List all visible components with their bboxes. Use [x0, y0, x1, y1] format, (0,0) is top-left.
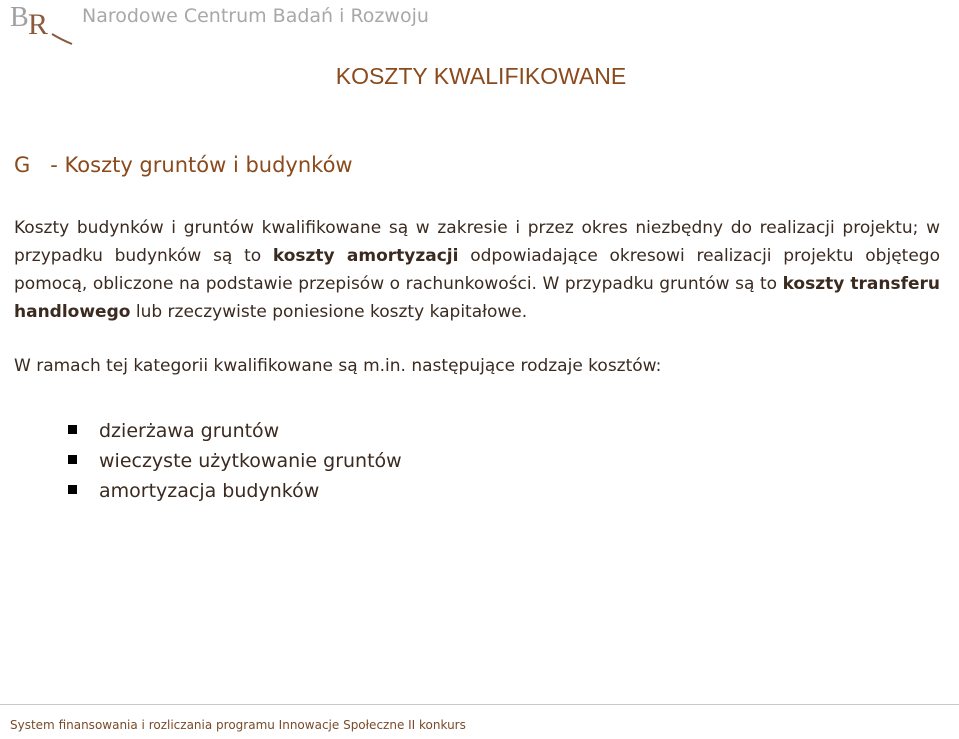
paragraph-bold-2: koszty transferu handlowego: [14, 274, 940, 322]
footer-divider: [0, 704, 959, 705]
list-item-label: wieczyste użytkowanie gruntów: [99, 450, 402, 472]
paragraph-text-1: Koszty budynków i gruntów kwalifikowane są w zakresie i przez okres niezbędny do realizacji projektu; w przypadku budynków są to: [14, 218, 940, 266]
logo-swash: [52, 34, 72, 44]
footer-text: System finansowania i rozliczania programu Innowacje Społeczne II konkurs: [10, 718, 466, 732]
square-bullet-icon: [68, 485, 77, 494]
square-bullet-icon: [68, 425, 77, 434]
description-paragraph: [14, 214, 940, 326]
paragraph-text-3: lub rzeczywiste poniesione koszty kapitałowe.: [130, 302, 528, 322]
header: [0, 0, 959, 50]
list-item: [68, 476, 402, 506]
ncbr-logo: [8, 0, 74, 46]
slide-title: KOSZTY KWALIFIKOWANE: [335, 63, 627, 89]
list-item-label: amortyzacja budynków: [99, 480, 320, 502]
logo-letter-r: R: [28, 8, 49, 41]
org-name: Narodowe Centrum Badań i Rozwoju: [82, 5, 429, 27]
logo-letter-b: B: [10, 2, 29, 33]
list-item: [68, 446, 402, 476]
intro-line: W ramach tej kategorii kwalifikowane są m.in. następujące rodzaje kosztów:: [14, 356, 662, 376]
section-heading: G - Koszty gruntów i budynków: [14, 153, 353, 177]
list-item: [68, 416, 402, 446]
cost-list: [68, 416, 402, 506]
list-item-label: dzierżawa gruntów: [99, 420, 280, 442]
square-bullet-icon: [68, 455, 77, 464]
paragraph-text-2: odpowiadające okresowi realizacji projektu objętego pomocą, obliczone na podstawie przepisów o rachunkowości. W przypadku gruntów są to: [14, 246, 940, 294]
paragraph-bold-1: koszty amortyzacji: [272, 246, 459, 266]
